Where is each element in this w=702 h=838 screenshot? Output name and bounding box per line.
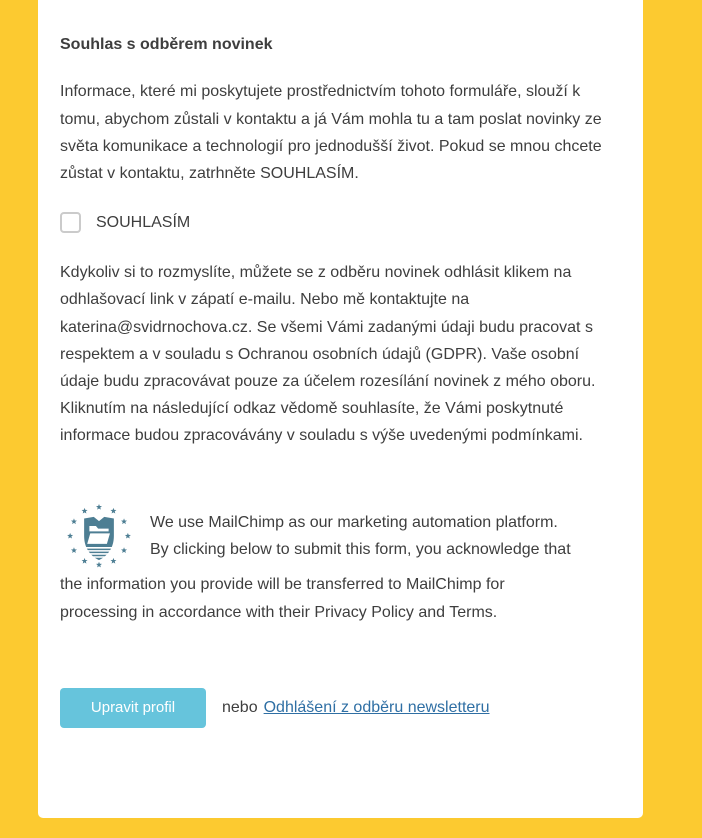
consent-checkbox-row[interactable]: [60, 212, 621, 233]
separator-text: nebo: [222, 698, 258, 716]
mailchimp-notice-lines: [150, 509, 571, 563]
consent-checkbox[interactable]: [60, 212, 81, 233]
mailchimp-notice-line-2: By clicking below to submit this form, you acknowledge that: [150, 541, 571, 559]
mailchimp-notice-top-row: [60, 501, 608, 571]
consent-details-text: Kdykoliv si to rozmyslíte, můžete se z odběru novinek odhlásit klikem na odhlašovací link v zápatí e-mailu. Nebo mě kontaktujte na katerina@svidrnochova.cz. Se všemi Vámi zadanými údaji budu pracovat s respektem a v souladu s Ochranou osobních údajů (GDPR). Vaše osobní údaje budu zpracovávat pouze za účelem rozesílání novinek z mého oboru. Kliknutím na následující odkaz vědomě souhlasíte, že Vámi poskytnuté informace budou zpracovávány v souladu s výše uvedenými podmínkami.: [60, 264, 596, 445]
mailchimp-notice-line-4: processing in accordance with their Privacy Policy and Terms.: [60, 603, 498, 621]
update-profile-button[interactable]: Upravit profil: [60, 688, 206, 728]
consent-intro-text: Informace, které mi poskytujete prostřednictvím tohoto formuláře, slouží k tomu, abychom zůstali v kontaktu a já Vám mohla tu a tam poslat novinky ze světa komunikace a technologií pro jednodušší život. Pokud se mnou chcete zůstat v kontaktu, zatrhněte SOUHLASÍM.: [60, 83, 602, 182]
newsletter-consent-card: [38, 0, 643, 818]
gdpr-shield-folder-stars-icon: [60, 501, 138, 571]
consent-checkbox-label: SOUHLASÍM: [96, 213, 191, 231]
mailchimp-notice-line-3: the information you provide will be transferred to MailChimp for: [60, 576, 505, 594]
footer-actions-row: [60, 688, 621, 728]
unsubscribe-link[interactable]: Odhlášení z odběru newsletteru: [263, 698, 490, 716]
mailchimp-notice: [60, 501, 608, 625]
mailchimp-notice-line-1: We use MailChimp as our marketing automation platform.: [150, 514, 558, 532]
page-title: Souhlas s odběrem novinek: [60, 36, 273, 53]
mailchimp-notice-bottom-rows: [60, 571, 608, 625]
